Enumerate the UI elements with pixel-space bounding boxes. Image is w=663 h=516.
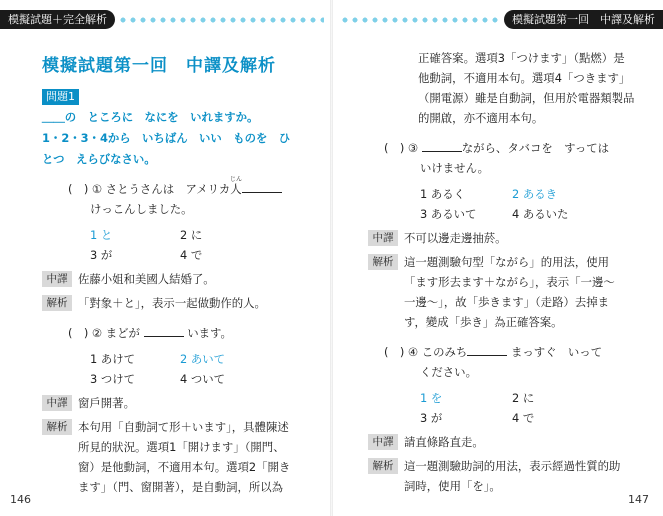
answer-blank [144,324,184,337]
translation-row [42,269,312,289]
options-row [42,245,312,265]
analysis-row [42,293,312,313]
options-row [42,225,312,245]
option: 3 が [90,248,113,262]
analysis-row [368,252,654,332]
translation-label: 中譯 [368,434,398,450]
translation-row [368,228,654,248]
analysis-continued: 正確答案。選項3「つけます」（點燃）是 他動詞，不適用本句。選項4「つきます」 （開電源）雖是自動詞，但用於電器類製品 的開啟，亦不適用本句。 [418,51,635,125]
translation-row [42,393,312,413]
instructions: ＿＿の ところに なにを いれますか。 1・2・3・4から いちばん いい ものを ひ とつ えらびなさい。 [42,110,291,166]
option: 2 に [512,391,535,405]
answer-blank [467,343,507,356]
analysis-label: 解析 [368,254,398,270]
answer-blank [242,180,282,193]
decorative-dots [340,17,500,23]
analysis-label: 解析 [42,419,72,435]
analysis-text: 這一題測驗助詞的用法，表示經過性質的助 詞時，使用「を」。 [404,459,621,493]
option: 4 ついて [180,372,226,386]
analysis-label: 解析 [42,295,72,311]
option: 4 で [180,248,203,262]
analysis-text: 「對象＋と」，表示一起做動作的人。 [78,296,266,310]
question-3: ( ) ③ ながら、タバコを すっては [384,141,610,155]
question-4: ( ) ④ このみち まっすぐ いって [384,345,603,359]
option-correct: 1 を [420,391,443,405]
decorative-dots [118,17,324,23]
option: 4 あるいた [512,207,569,221]
right-page [332,0,663,516]
answer-blank [422,139,462,152]
option-correct: 1 と [90,228,113,242]
options-row [384,184,654,204]
left-page [0,0,331,516]
section-tag: 模擬試題第一回 中譯及解析 [504,10,663,29]
page-title: 模擬試題第一回 中譯及解析 [42,56,276,76]
translation-row [368,432,654,452]
option-correct: 2 あいて [180,352,226,366]
translation-text: 窗戶開著。 [78,396,135,410]
translation-text: 不可以邊走邊抽菸。 [404,231,507,245]
options-row [42,369,312,389]
left-content: 模擬試題第一回 中譯及解析 問題1 ＿＿の ところに なにを いれますか。 1・2・3・4から いちばん いい ものを ひ とつ えらびなさい。 ( ) ① さとうさんは アメリカ人じん けっこんしました。 1 と 2 に 3 が 4 で 中譯 佐藤小姐和美國人結婚了。 解析 「對象＋と」，表示一起做動作的人。 ( ) ② まどが います。 1 あけて 2 あいて 3 つけて 4 ついて 中譯 窗戶開著。 解析 本句用「自動詞て形＋います」，具體陳述 所見的狀況。選項1「開けます」（開門、 窗）是他動詞，不適用本句。選項2「開き ます」（門、窗開著），是自動詞，所以為 [42,54,312,497]
analysis-row [368,456,654,496]
ruby-word: 人じん [229,176,242,196]
translation-text: 佐藤小姐和美國人結婚了。 [78,272,215,286]
options-row [384,204,654,224]
question-2: ( ) ② まどが います。 [68,326,232,340]
option: 1 あるく [420,187,466,201]
right-content: 正確答案。選項3「つけます」（點燃）是 他動詞，不適用本句。選項4「つきます」 （開電源）雖是自動詞，但用於電器類製品 的開啟，亦不適用本句。 ( ) ③ ながら、タバコを すっては いけません。 1 あるく 2 あるき 3 あるいて 4 あるいた 中譯 不可以邊走邊抽菸。 解析 這一題測驗句型「ながら」的用法，使用 「ます形去ます＋ながら」，表示「一邊～ 一邊～」，故「歩きます」（走路）去掉ま す，變成「歩き」為正確答案。 ( ) ④ このみち まっすぐ いって ください。 1 を 2 に 3 が 4 で 中譯 請直條路直走。 解析 這一題測驗助詞的用法，表示經過性質的助 詞時，使用「を」。 [384,48,654,496]
options-row [42,349,312,369]
analysis-text: 這一題測驗句型「ながら」的用法，使用 「ます形去ます＋ながら」，表示「一邊～ 一邊～」，故「歩きます」（走路）去掉ま す，變成「歩き」為正確答案。 [404,255,615,329]
analysis-label: 解析 [368,458,398,474]
options-row [384,388,654,408]
option: 2 に [180,228,203,242]
question-1: ( ) ① さとうさんは アメリカ人じん [42,176,312,199]
translation-text: 請直條路直走。 [404,435,484,449]
page-number: 147 [628,493,649,506]
question-badge: 問題1 [42,89,79,105]
options-row [384,408,654,428]
section-tag: 模擬試題＋完全解析 [0,10,115,29]
option: 3 つけて [90,372,136,386]
option: 4 で [512,411,535,425]
analysis-row [42,417,312,497]
option-correct: 2 あるき [512,187,558,201]
page-number: 146 [10,493,31,506]
analysis-text: 本句用「自動詞て形＋います」，具體陳述 所見的狀況。選項1「開けます」（開門、 窗）是他動詞，不適用本句。選項2「開き ます」（門、窗開著），是自動詞，所以為 [78,420,291,494]
option: 1 あけて [90,352,136,366]
option: 3 あるいて [420,207,477,221]
translation-label: 中譯 [42,271,72,287]
translation-label: 中譯 [42,395,72,411]
option: 3 が [420,411,443,425]
translation-label: 中譯 [368,230,398,246]
